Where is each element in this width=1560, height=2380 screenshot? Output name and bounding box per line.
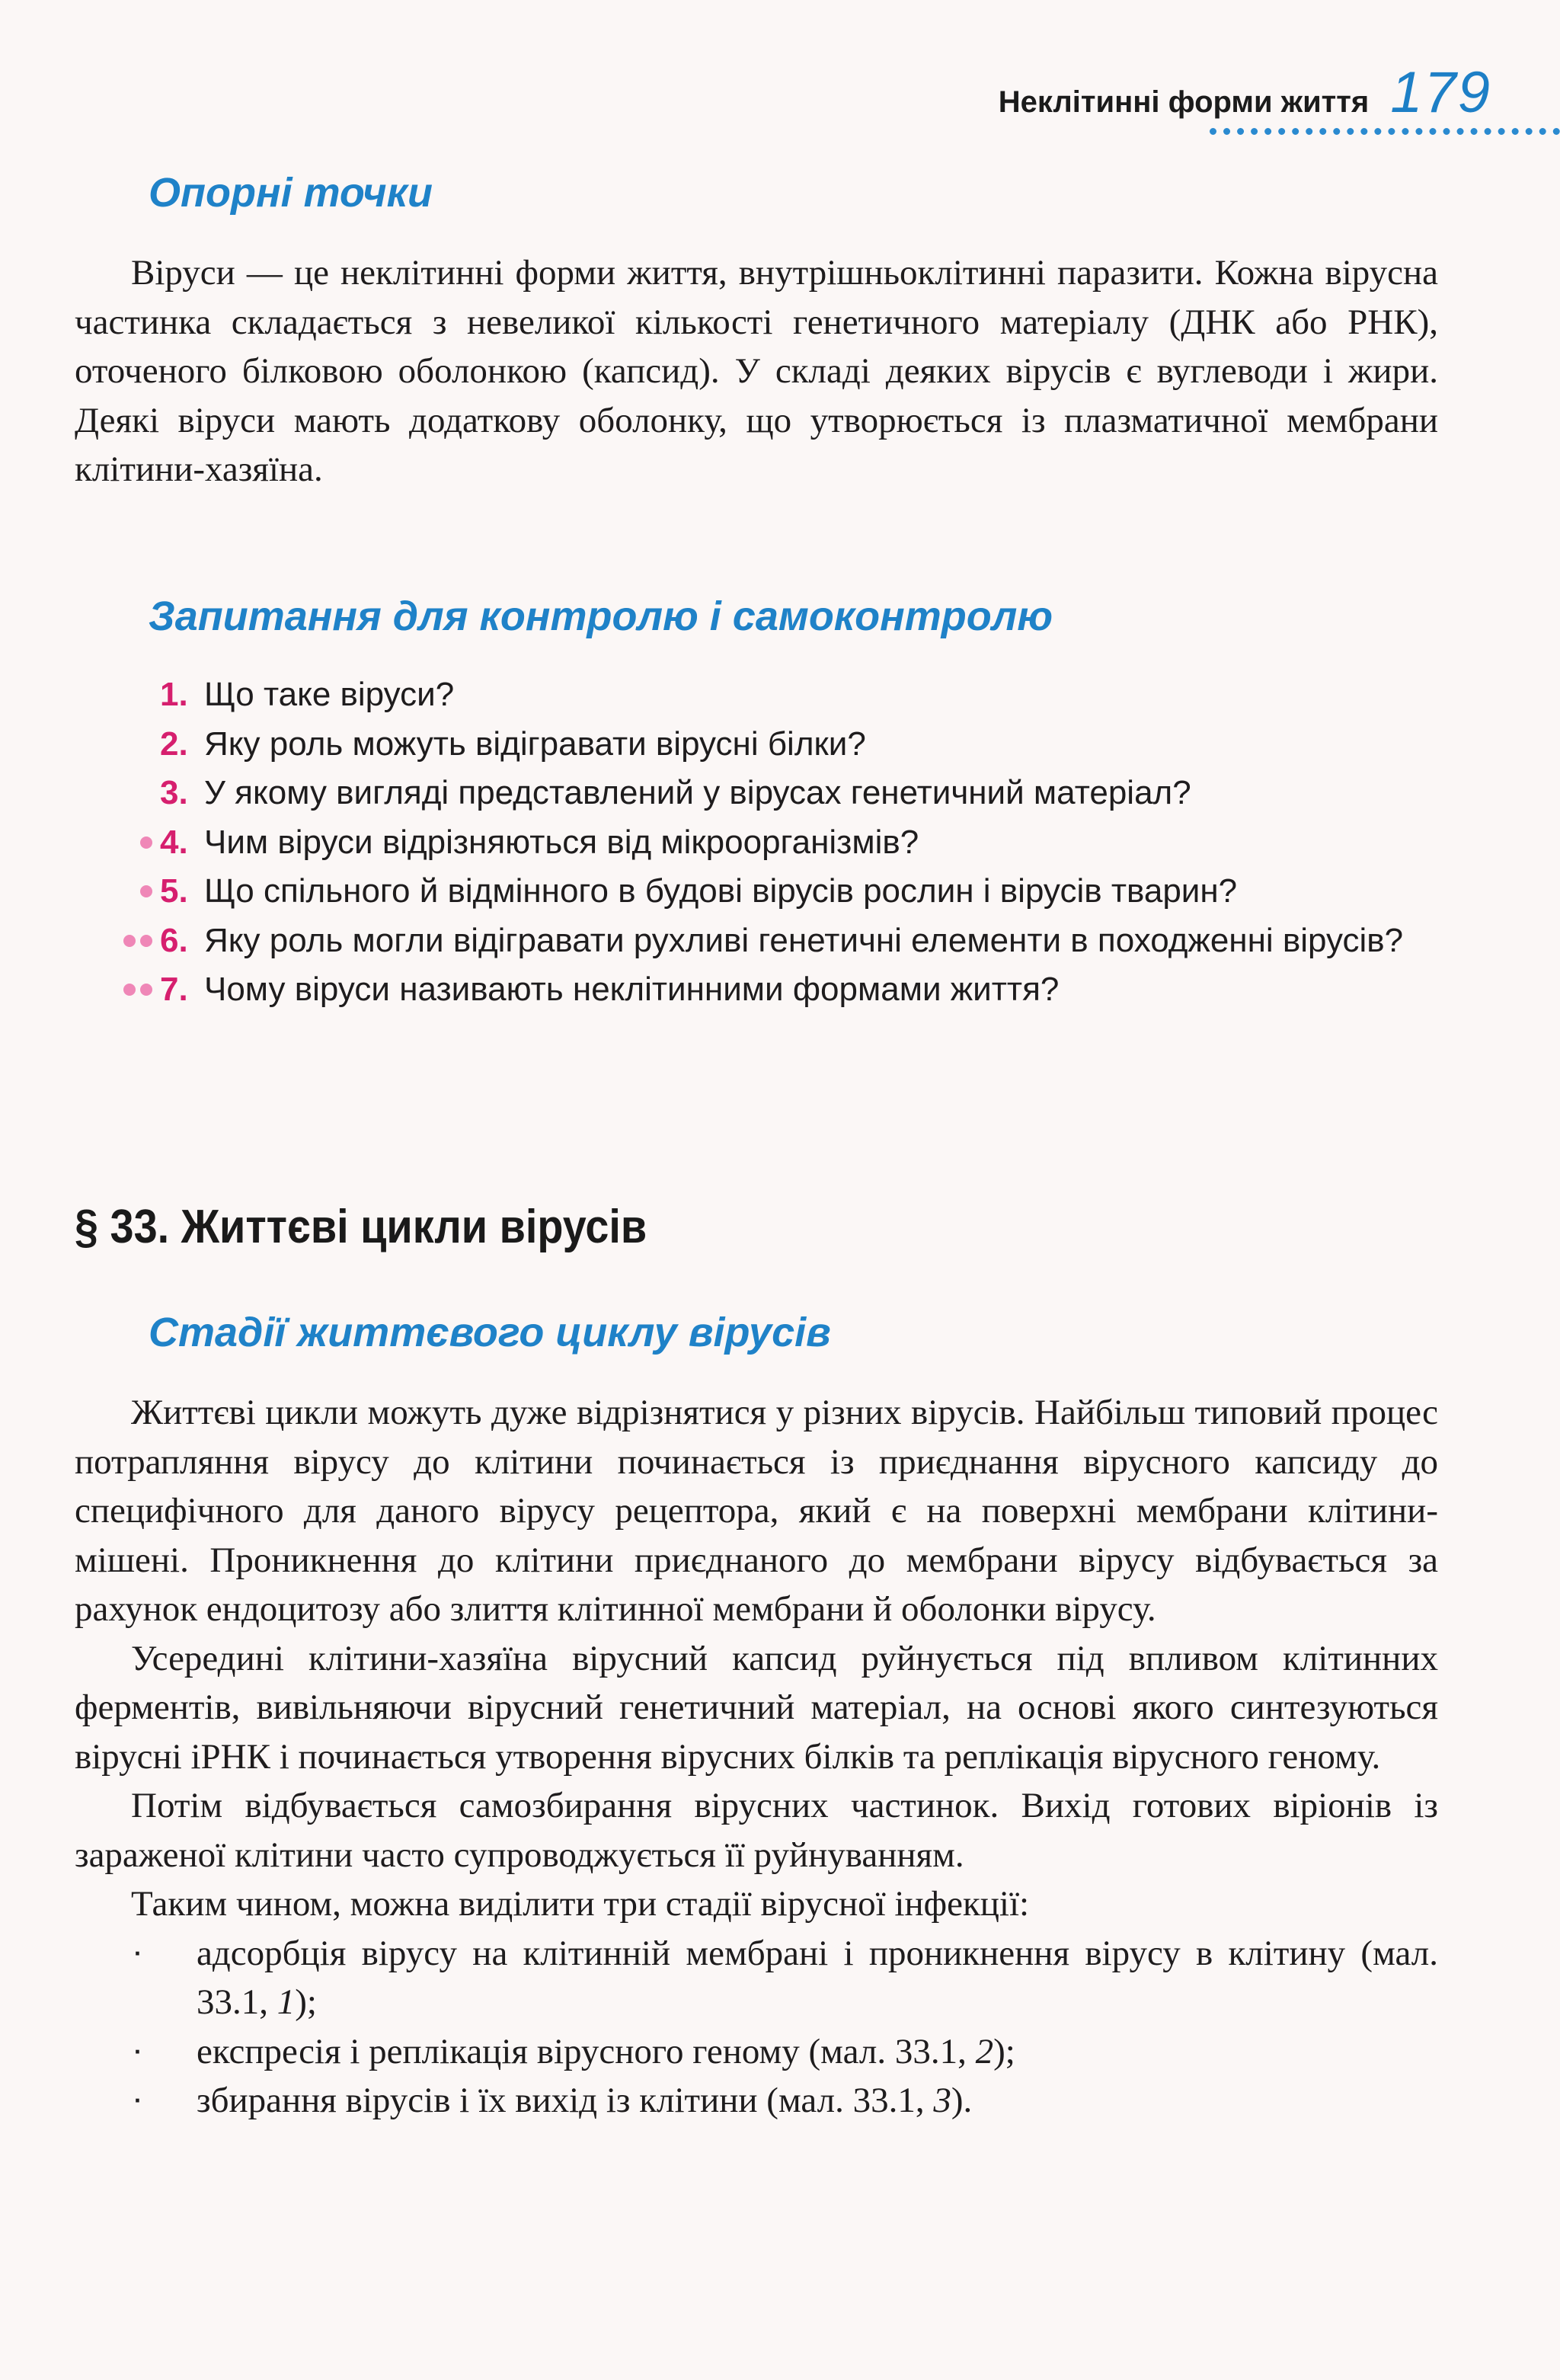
question-item	[107, 670, 1447, 720]
header-dotted-rule	[1210, 128, 1560, 135]
page-number: 179	[1390, 60, 1491, 125]
difficulty-dot-icon	[123, 935, 136, 947]
question-number: 3.	[160, 774, 188, 811]
question-item	[107, 965, 1447, 1015]
stage-text: експресія і реплікація вірусного геному (мал. 33.1, 2);	[197, 2031, 1015, 2071]
questions-heading: Запитання для контролю і самоконтролю	[149, 593, 1053, 639]
stage-item	[75, 2076, 1438, 2126]
section-subheading: Стадії життєвого циклу вірусів	[149, 1310, 831, 1355]
difficulty-marks	[107, 720, 160, 769]
difficulty-dot-icon	[140, 837, 152, 849]
figure-ref: 2	[975, 2031, 994, 2071]
question-number: 7.	[160, 971, 188, 1008]
stage-item	[75, 1929, 1438, 2027]
question-number: 6.	[160, 921, 188, 959]
difficulty-marks	[107, 867, 160, 916]
section-text-block	[75, 1388, 1438, 2126]
difficulty-marks	[107, 818, 160, 868]
bullet-icon: ·	[134, 1939, 142, 1967]
figure-ref: 3	[933, 2081, 951, 2120]
question-number: 4.	[160, 823, 188, 861]
difficulty-marks	[107, 670, 160, 720]
key-points-heading: Опорні точки	[149, 170, 433, 216]
difficulty-dot-icon	[140, 984, 152, 996]
difficulty-dot-icon	[123, 984, 136, 996]
question-item	[107, 916, 1447, 966]
stage-text: збирання вірусів і їх вихід із клітини (мал. 33.1, 3).	[197, 2081, 973, 2120]
section-paragraph: Життєві цикли можуть дуже відрізнятися у різних вірусів. Найбільш типовий процес потрапляння вірусу до клітини починається із приєднання вірусного капсиду до специфічного для даного вірусу рецептора, який є на поверхні мембрани клітини-мішені. Проникнення до клітини приєднаного до мембрани вірусу відбувається за рахунок ендоцитозу або злиття клітинної мембрани й оболонки вірусу.	[75, 1393, 1438, 1629]
question-item	[107, 818, 1447, 868]
section-paragraph: Таким чином, можна виділити три стадії вірусної інфекції:	[131, 1884, 1030, 1924]
question-text: Яку роль можуть відігравати вірусні білки?	[204, 725, 866, 763]
question-number: 1.	[160, 676, 188, 713]
section-paragraph: Потім відбувається самозбирання вірусних частинок. Вихід готових віріонів із зараженої клітини часто супроводжується її руйнуванням.	[75, 1786, 1438, 1875]
figure-ref: 1	[277, 1982, 296, 2022]
question-item	[107, 769, 1447, 818]
stage-item	[75, 2027, 1438, 2077]
question-number: 2.	[160, 725, 188, 763]
key-points-text-block	[75, 248, 1438, 494]
stages-list	[75, 1929, 1438, 2126]
question-text: Чим віруси відрізняються від мікроорганізмів?	[204, 823, 919, 861]
difficulty-marks	[107, 965, 160, 1015]
difficulty-dot-icon	[140, 885, 152, 897]
question-text: Що таке віруси?	[204, 676, 455, 713]
difficulty-dot-icon	[140, 935, 152, 947]
bullet-icon: ·	[134, 2037, 142, 2065]
difficulty-marks	[107, 916, 160, 966]
question-text: Що спільного й відмінного в будові вірусів рослин і вірусів тварин?	[204, 872, 1238, 910]
running-header	[999, 59, 1491, 126]
key-points-paragraph: Віруси — це неклітинні форми життя, внутрішньоклітинні паразити. Кожна вірусна частинка складається з невеликої кількості генетичного матеріалу (ДНК або РНК), оточеного білковою оболонкою (капсид). У складі деяких вірусів є вуглеводи і жири. Деякі віруси мають додаткову оболонку, що утворюється із плазматичної мембрани клітини-хазяїна.	[75, 253, 1438, 489]
section-paragraph: Усередині клітини-хазяїна вірусний капсид руйнується під впливом клітинних ферментів, вивільняючи вірусний генетичний матеріал, на основі якого синтезуються вірусні іРНК і починається утворення вірусних білків та реплікація вірусного геному.	[75, 1638, 1438, 1777]
question-item	[107, 867, 1447, 916]
question-item	[107, 720, 1447, 769]
running-title: Неклітинні форми життя	[998, 85, 1370, 119]
bullet-icon: ·	[134, 2087, 142, 2114]
question-text: Чому віруси називають неклітинними формами життя?	[204, 971, 1060, 1008]
difficulty-marks	[107, 769, 160, 818]
question-number: 5.	[160, 872, 188, 910]
stage-text: адсорбція вірусу на клітинній мембрані і проникнення вірусу в клітину (мал. 33.1, 1);	[197, 1933, 1438, 2022]
questions-list	[107, 670, 1447, 1015]
section-title: § 33. Життєві цикли вірусів	[75, 1201, 647, 1253]
question-text: Яку роль могли відігравати рухливі генетичні елементи в походженні вірусів?	[204, 921, 1404, 959]
question-text: У якому вигляді представлений у вірусах генетичний матеріал?	[204, 774, 1191, 811]
